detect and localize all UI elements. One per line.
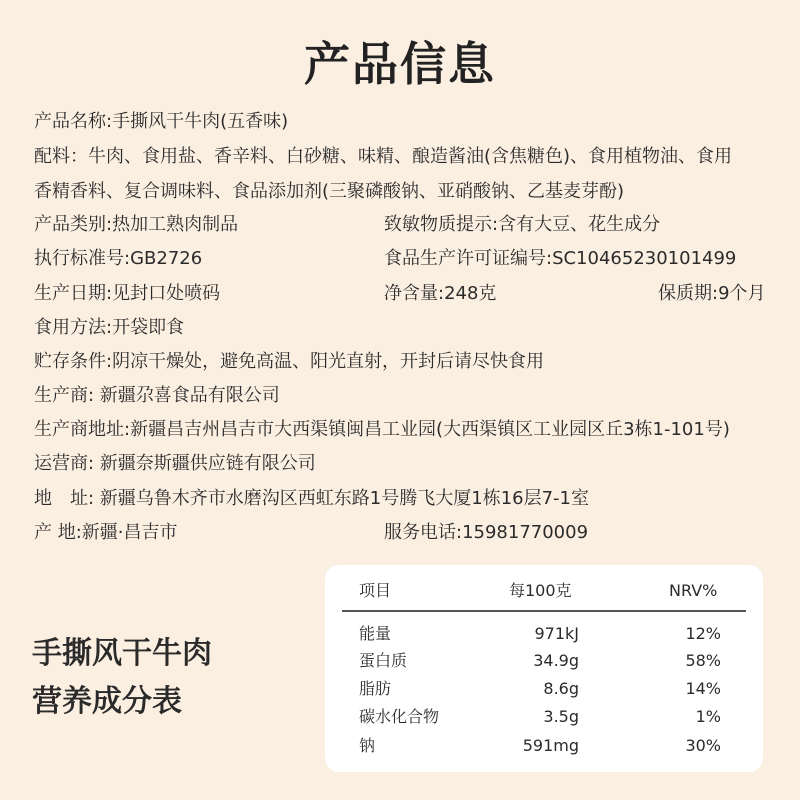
allergen-info: 致敏物质提示:含有大豆、花生成分	[384, 214, 661, 235]
license-number: 食品生产许可证编号:SC10465230101499	[384, 248, 737, 269]
manufacturer-address: 生产商地址:新疆昌吉州昌吉市大西渠镇闽昌工业园(大西渠镇区工业园区丘3栋1-101号)	[34, 419, 730, 440]
production-date: 生产日期:见封口处喷码	[34, 283, 221, 304]
storage-conditions: 贮存条件:阴凉干燥处，避免高温、阳光直射，开封后请尽快食用	[34, 351, 545, 372]
nutrition-heading-table: 营养成分表	[32, 684, 182, 719]
row-item: 蛋白质	[359, 651, 408, 670]
net-weight: 净含量:248克	[384, 283, 497, 304]
row-per100: 8.6g	[543, 679, 579, 698]
row-nrv: 58%	[685, 651, 721, 670]
row-per100: 971kJ	[534, 624, 579, 643]
ingredients-line-1: 配料：牛肉、食用盐、香辛料、白砂糖、味精、酿造酱油(含焦糖色)、食用植物油、食用	[34, 146, 733, 167]
row-nrv: 12%	[685, 624, 721, 643]
row-per100: 34.9g	[533, 651, 579, 670]
product-category: 产品类别:热加工熟肉制品	[34, 214, 239, 235]
row-item: 能量	[359, 624, 392, 643]
shelf-life: 保质期:9个月	[658, 283, 766, 304]
column-header-nrv: NRV%	[669, 581, 718, 600]
operator-address: 地 址: 新疆乌鲁木齐市水磨沟区西虹东路1号腾飞大厦1栋16层7-1室	[34, 488, 589, 509]
manufacturer: 生产商: 新疆尕喜食品有限公司	[34, 385, 280, 406]
nutrition-heading-product: 手撕风干牛肉	[32, 636, 212, 671]
product-name: 产品名称:手撕风干牛肉(五香味)	[34, 111, 289, 132]
row-item: 钠	[359, 736, 376, 755]
row-nrv: 30%	[685, 736, 721, 755]
column-header-item: 项目	[359, 581, 392, 600]
header-divider	[342, 610, 746, 612]
row-nrv: 1%	[695, 707, 721, 726]
column-header-per100: 每100克	[509, 581, 572, 600]
row-per100: 591mg	[522, 736, 579, 755]
row-per100: 3.5g	[543, 707, 579, 726]
usage-method: 食用方法:开袋即食	[34, 317, 185, 338]
service-phone: 服务电话:15981770009	[384, 522, 589, 543]
origin: 产 地:新疆·昌吉市	[34, 522, 178, 543]
row-nrv: 14%	[685, 679, 721, 698]
ingredients-line-2: 香精香料、复合调味料、食品添加剂(三聚磷酸钠、亚硝酸钠、乙基麦芽酚)	[34, 181, 625, 202]
row-item: 脂肪	[359, 679, 392, 698]
page-title: 产品信息	[304, 37, 496, 91]
nutrition-table	[325, 565, 763, 772]
row-item: 碳水化合物	[359, 707, 440, 726]
standard-number: 执行标准号:GB2726	[34, 248, 203, 269]
operator: 运营商: 新疆奈斯疆供应链有限公司	[34, 453, 316, 474]
